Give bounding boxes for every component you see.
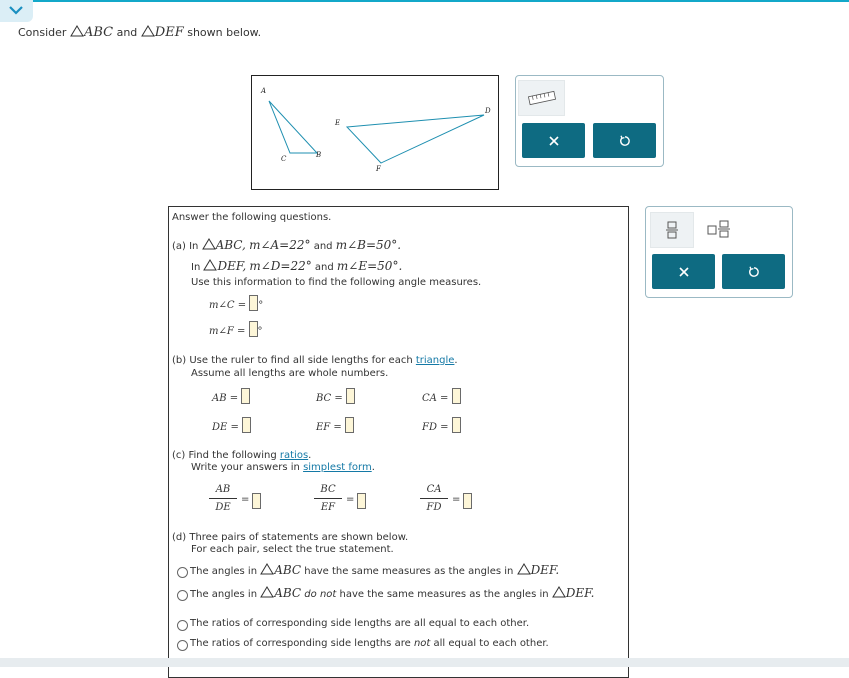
ca-input[interactable] [452, 388, 461, 404]
option-unequal-ratios-radio[interactable] [177, 640, 188, 651]
triangle-icon [203, 259, 217, 271]
option-equal-ratios-text[interactable]: The ratios of corresponding side lengths are all equal to each other. [190, 618, 530, 629]
reset-icon [619, 135, 631, 147]
and-label: and [314, 262, 334, 273]
fraction-bar [209, 498, 237, 499]
part-c-instruction: Write your answers in [191, 462, 300, 473]
ab-label: AB = [212, 393, 239, 404]
triangle-def [347, 115, 484, 163]
bc-input[interactable] [346, 388, 355, 404]
ratio-denominator: DE [215, 502, 231, 513]
fd-label: FD = [422, 422, 449, 433]
part-b-line2: Assume all lengths are whole numbers. [191, 368, 389, 379]
vertex-c-label: C [281, 155, 287, 163]
ratio-denominator: FD [426, 502, 442, 513]
ratio-ca-fd [420, 484, 448, 513]
top-accent-line [0, 0, 849, 2]
triangle-link[interactable]: triangle [415, 355, 455, 366]
reset-tools-button[interactable] [722, 254, 785, 289]
mixed-number-button[interactable] [698, 212, 740, 246]
prompt-text [18, 25, 261, 40]
option-text: have the same measures as the angles in [339, 589, 549, 600]
period: . [308, 450, 312, 461]
ruler-icon [527, 89, 557, 107]
bottom-bar [0, 658, 849, 667]
option-same-angles-radio[interactable] [177, 567, 188, 578]
ef-row [316, 417, 354, 433]
question-box [168, 206, 629, 678]
angle-b-given: m∠B=50°. [335, 238, 402, 252]
close-ruler-button[interactable] [522, 123, 585, 158]
vertex-d-label: D [485, 107, 491, 115]
part-c-line2 [191, 462, 375, 473]
close-icon [679, 267, 689, 277]
angle-a-given: m∠A=22° [249, 238, 311, 252]
vertex-f-label: F [376, 165, 381, 173]
triangle-def-label: DEF [154, 25, 184, 40]
ratio-numerator: CA [426, 484, 442, 495]
part-b-line1 [172, 355, 458, 366]
mixed-number-icon [707, 220, 731, 238]
triangle-icon [202, 238, 216, 250]
angle-f-row [209, 321, 263, 337]
triangle-abc-math: ABC [274, 563, 302, 577]
triangle-def-math: DEF, [217, 259, 247, 273]
and-label: and [116, 26, 138, 39]
fraction-bar [314, 498, 342, 499]
part-a-line2 [191, 259, 402, 273]
ab-input[interactable] [241, 388, 250, 404]
option-text: The angles in [190, 566, 258, 577]
ratio-bc-ef [314, 484, 342, 513]
option-different-angles-text[interactable] [190, 586, 594, 600]
reset-ruler-button[interactable] [593, 123, 656, 158]
de-input[interactable] [242, 417, 251, 433]
ef-input[interactable] [345, 417, 354, 433]
ef-label: EF = [316, 422, 342, 433]
fraction-bar [420, 498, 448, 499]
triangle-abc-math: ABC [274, 586, 302, 600]
vertex-e-label: E [335, 119, 341, 127]
part-c-text: (c) Find the following [172, 450, 277, 461]
triangle-figure [251, 75, 499, 190]
part-c-line1 [172, 450, 311, 461]
ruler-button[interactable] [518, 80, 565, 116]
de-label: DE = [212, 422, 239, 433]
chevron-down-icon [9, 5, 23, 15]
close-icon [549, 136, 559, 146]
angle-c-label: m∠C = [209, 300, 247, 311]
fraction-icon [666, 221, 678, 239]
triangle-abc-label: ABC [83, 25, 114, 40]
bc-label: BC = [316, 393, 343, 404]
option-same-angles-text[interactable] [190, 563, 559, 577]
option-text: The ratios of corresponding side lengths are [190, 638, 411, 649]
equals-sign: = [452, 494, 461, 505]
vertex-a-label: A [261, 87, 267, 95]
triangle-def-math: DEF. [565, 586, 595, 600]
triangle-icon [141, 25, 155, 37]
angle-f-input[interactable] [249, 321, 258, 337]
ca-label: CA = [422, 393, 449, 404]
ratio-numerator: BC [320, 484, 336, 495]
ratio-denominator: EF [320, 502, 336, 513]
degree-symbol: ° [258, 300, 264, 311]
triangle-def-math: DEF. [530, 563, 560, 577]
option-text: The angles in [190, 589, 258, 600]
vertex-b-label: B [316, 151, 322, 159]
ratio-numerator: AB [215, 484, 231, 495]
part-d-line2: For each pair, select the true statement. [191, 544, 394, 555]
triangles-drawing [252, 76, 498, 189]
triangle-icon [552, 586, 566, 598]
triangle-icon [260, 563, 274, 575]
triangle-icon [517, 563, 531, 575]
part-d-line1: (d) Three pairs of statements are shown below. [172, 532, 409, 543]
close-tools-button[interactable] [652, 254, 715, 289]
period: . [454, 355, 458, 366]
simplest-form-link[interactable]: simplest form [303, 462, 372, 473]
de-row [212, 417, 251, 433]
intro-text: Answer the following questions. [172, 212, 332, 223]
ratio-ab-de [209, 484, 237, 513]
and-label: and [313, 241, 333, 252]
fd-row [422, 417, 461, 433]
collapse-toggle[interactable] [0, 0, 33, 22]
equals-sign: = [241, 494, 250, 505]
degree-symbol: ° [257, 326, 263, 337]
ratio-ca-fd-input[interactable] [463, 493, 472, 509]
ab-row [212, 388, 250, 404]
consider-label: Consider [18, 26, 67, 39]
angle-c-row [209, 295, 263, 311]
shown-below-label: shown below. [187, 26, 262, 39]
part-a-line1 [172, 238, 401, 252]
angle-c-input[interactable] [249, 295, 258, 311]
not-emphasis: not [413, 638, 431, 649]
option-text: have the same measures as the angles in [304, 566, 514, 577]
triangle-abc [269, 101, 317, 153]
period: . [371, 462, 375, 473]
part-a-label: (a) In [172, 241, 199, 252]
fd-input[interactable] [452, 417, 461, 433]
angle-f-label: m∠F = [209, 326, 246, 337]
part-a-instruction: Use this information to find the following angle measures. [191, 277, 482, 288]
option-equal-ratios-radio[interactable] [177, 620, 188, 631]
equals-sign: = [346, 494, 355, 505]
ratio-bc-ef-input[interactable] [357, 493, 366, 509]
bc-row [316, 388, 355, 404]
angle-e-given: m∠E=50°. [336, 259, 403, 273]
triangle-icon [70, 25, 84, 37]
option-text: all equal to each other. [433, 638, 549, 649]
ca-row [422, 388, 461, 404]
option-different-angles-radio[interactable] [177, 590, 188, 601]
triangle-icon [260, 586, 274, 598]
triangle-abc-math: ABC, [215, 238, 246, 252]
do-not-emphasis: do not [304, 589, 337, 600]
angle-d-given: m∠D=22° [249, 259, 312, 273]
ratios-link[interactable]: ratios [279, 450, 309, 461]
reset-icon [748, 266, 760, 278]
option-unequal-ratios-text[interactable] [190, 638, 549, 649]
in-label: In [191, 262, 201, 273]
ratio-ab-de-input[interactable] [252, 493, 261, 509]
part-b-text: (b) Use the ruler to find all side lengths for each [172, 355, 413, 366]
fraction-button[interactable] [650, 212, 694, 248]
